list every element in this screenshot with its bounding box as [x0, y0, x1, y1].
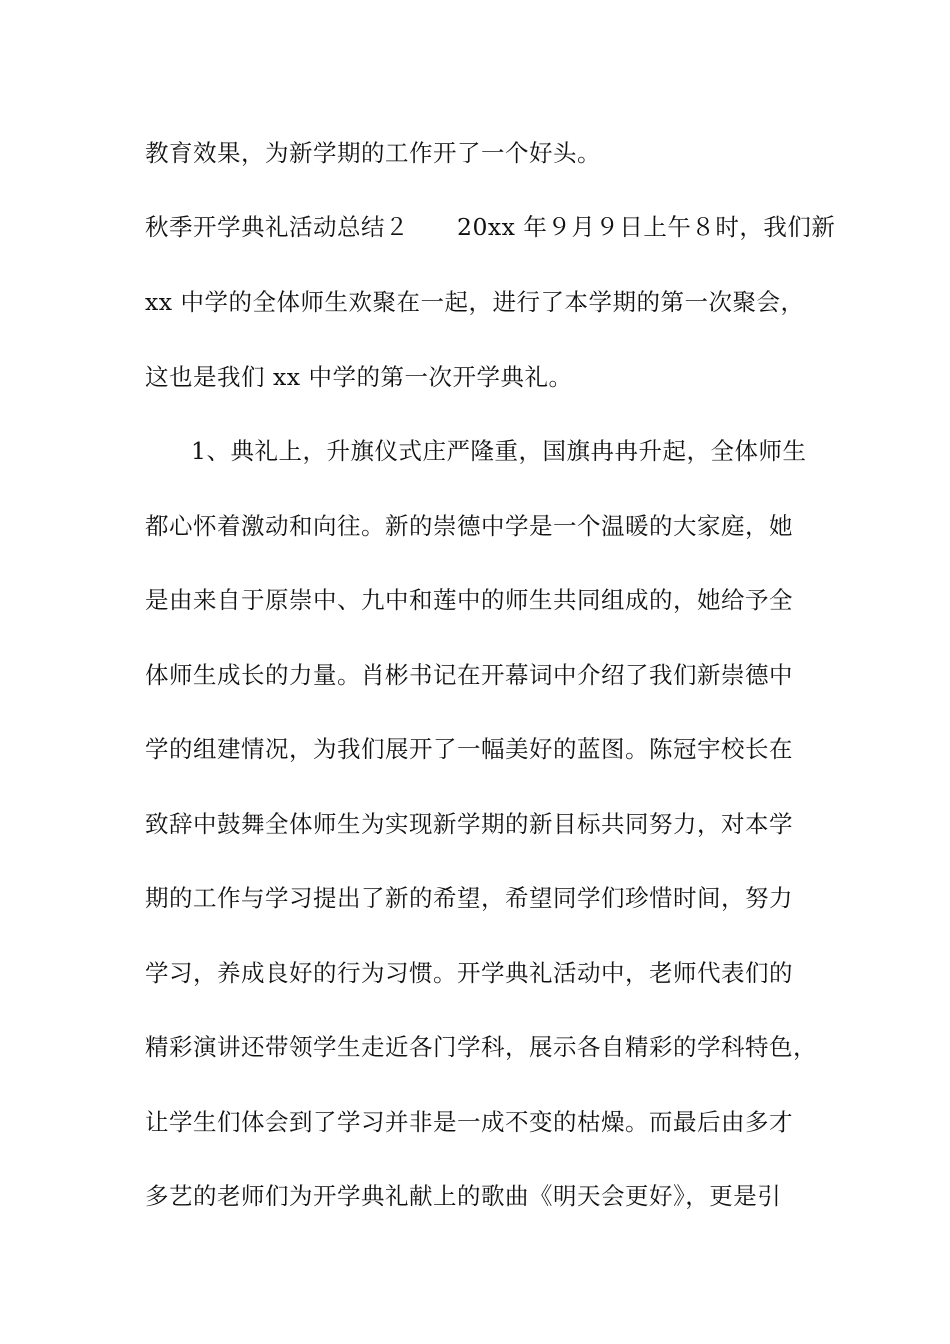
- text-line-15: 多艺的老师们为开学典礼献上的歌曲《明天会更好》，更是引: [145, 1182, 782, 1210]
- text-line-9: 学的组建情况，为我们展开了一幅美好的蓝图。陈冠宇校长在: [145, 735, 793, 763]
- text-line-6: 都心怀着激动和向往。新的崇德中学是一个温暖的大家庭，她: [145, 512, 793, 540]
- text-line-8: 体师生成长的力量。肖彬书记在开幕词中介绍了我们新崇德中: [145, 661, 793, 689]
- text-line-11: 期的工作与学习提出了新的希望，希望同学们珍惜时间，努力: [145, 884, 793, 912]
- text-line-2: 秋季开学典礼活动总结２ 20xx 年９月９日上午８时，我们新: [145, 213, 836, 241]
- text-line-12: 学习，养成良好的行为习惯。开学典礼活动中，老师代表们的: [145, 959, 793, 987]
- text-line-1: 教育效果，为新学期的工作开了一个好头。: [145, 139, 601, 167]
- text-line-13: 精彩演讲还带领学生走近各门学科，展示各自精彩的学科特色，: [145, 1033, 817, 1061]
- text-line-3: xx 中学的全体师生欢聚在一起，进行了本学期的第一次聚会，: [145, 288, 805, 316]
- text-line-5: 1、典礼上，升旗仪式庄严隆重，国旗冉冉升起，全体师生: [191, 437, 807, 465]
- text-line-7: 是由来自于原崇中、九中和莲中的师生共同组成的，她给予全: [145, 586, 793, 614]
- text-line-14: 让学生们体会到了学习并非是一成不变的枯燥。而最后由多才: [145, 1108, 793, 1136]
- text-line-4: 这也是我们 xx 中学的第一次开学典礼。: [145, 363, 573, 391]
- text-line-10: 致辞中鼓舞全体师生为实现新学期的新目标共同努力，对本学: [145, 810, 793, 838]
